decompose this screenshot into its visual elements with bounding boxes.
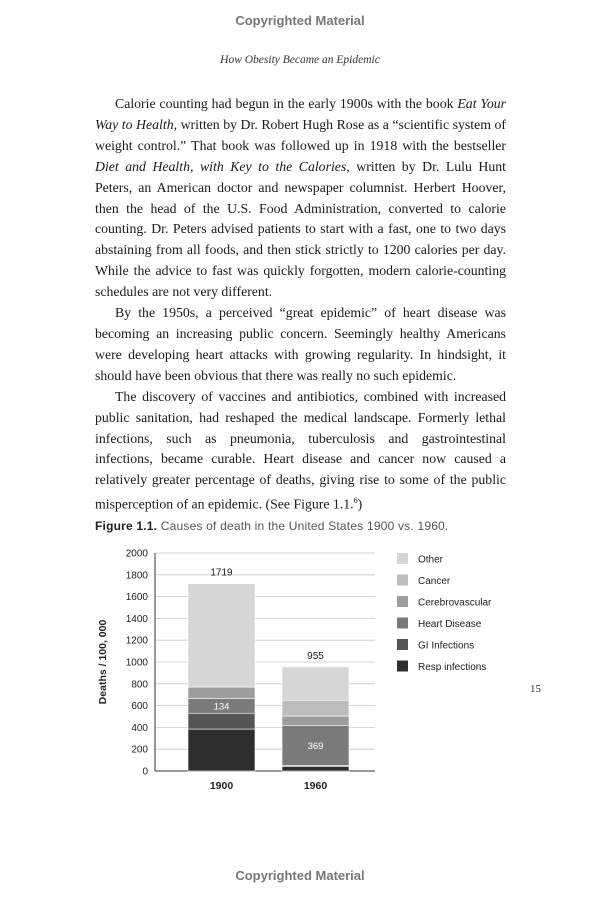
watermark-bottom: Copyrighted Material (235, 868, 365, 883)
bar-segment (188, 729, 255, 771)
legend-label: Resp infections (418, 662, 487, 673)
y-axis-label: Deaths / 100, 000 (97, 619, 109, 705)
bar-segment (188, 687, 255, 699)
legend-label: Other (418, 554, 444, 566)
legend-label: Cancer (418, 576, 451, 587)
paragraph-2 (95, 303, 506, 387)
bar-segment (282, 700, 349, 716)
legend-swatch (397, 596, 408, 607)
figure-label: Figure 1.1. (95, 519, 158, 533)
y-tick-label: 2000 (125, 548, 148, 560)
x-tick-label: 1900 (209, 780, 234, 792)
y-tick-label: 1800 (125, 570, 148, 582)
running-head: How Obesity Became an Epidemic (220, 54, 380, 66)
watermark-top: Copyrighted Material (235, 13, 365, 28)
figure-caption-text: Causes of death in the United States 1900 vs. 1960. (157, 519, 449, 533)
legend-swatch (397, 575, 408, 586)
legend-label: Heart Disease (418, 619, 482, 630)
page-number: 15 (530, 683, 541, 695)
legend-swatch (397, 618, 408, 629)
legend-label: Cerebrovascular (418, 597, 492, 609)
y-tick-label: 0 (142, 766, 148, 778)
bar-total-label: 955 (307, 650, 324, 662)
x-tick-label: 1960 (303, 780, 328, 792)
bar-segment (188, 584, 255, 687)
y-tick-label: 1200 (125, 635, 148, 647)
bar-segment (282, 767, 349, 771)
bar-segment-label: 369 (307, 740, 324, 752)
legend-label: GI Infections (418, 640, 475, 652)
legend-swatch (397, 661, 408, 672)
figure-caption (95, 519, 515, 533)
y-tick-label: 400 (131, 722, 148, 734)
bar-segment-label: 134 (213, 701, 230, 713)
bar-segment (188, 713, 255, 729)
y-tick-label: 200 (131, 744, 148, 756)
y-tick-label: 1400 (125, 613, 148, 625)
bar-total-label: 1719 (210, 567, 233, 579)
book-title: Diet and Health, with Key to the Calories, (95, 158, 350, 174)
y-tick-label: 600 (131, 701, 148, 713)
footnote-ref: 6 (353, 496, 358, 506)
legend-swatch (397, 639, 408, 650)
paragraph-1 (95, 94, 506, 303)
y-tick-label: 1600 (125, 592, 148, 604)
text-run: written by Dr. Robert Hugh Rose as a “scientific system of weight control.” That book was followed up in 1918 with the bestseller (95, 116, 506, 153)
legend-swatch (397, 553, 408, 564)
text-run: written by Dr. Lulu Hunt Peters, an American doctor and newspaper columnist. Herbert Hoover, then the head of the U.S. Food Administration, converted to calorie counting. Dr. Peters advised patients to start with a fast, one to two days abstaining from all foods, and then stick strictly to 1200 calories per day. While the advice to fast was quickly forgotten, modern calorie-counting schedules are not very different. (95, 158, 507, 300)
text-run: By the 1950s, a perceived “great epidemic” of heart disease was becoming an increasing public concern. Seemingly healthy Americans were developing heart attacks with growing regularity. In hindsight, it should have been obvious that there was really no such epidemic. (95, 305, 506, 383)
book-title: Eat Your Way to Health, (95, 96, 506, 132)
bar-segment (282, 716, 349, 725)
y-tick-label: 800 (131, 679, 148, 691)
text-run: Calorie counting had begun in the early 1900s with the book (115, 96, 458, 111)
bar-segment (282, 667, 349, 700)
text-run: The discovery of vaccines and antibiotics, combined with increased public sanitation, had reshaped the medical landscape. Formerly lethal infections, such as pneumonia, tuberculosis and gastrointestinal infections, became curable. Heart disease and cancer now caused a relatively greater percentage of deaths, giving rise to some of the public misperception of an epidemic. (See Figure 1.1. (95, 388, 506, 512)
text-run: ) (357, 496, 363, 512)
causes-of-death-chart (90, 540, 510, 800)
y-tick-label: 1000 (125, 657, 148, 669)
body-text (95, 94, 506, 516)
paragraph-3 (95, 387, 506, 516)
